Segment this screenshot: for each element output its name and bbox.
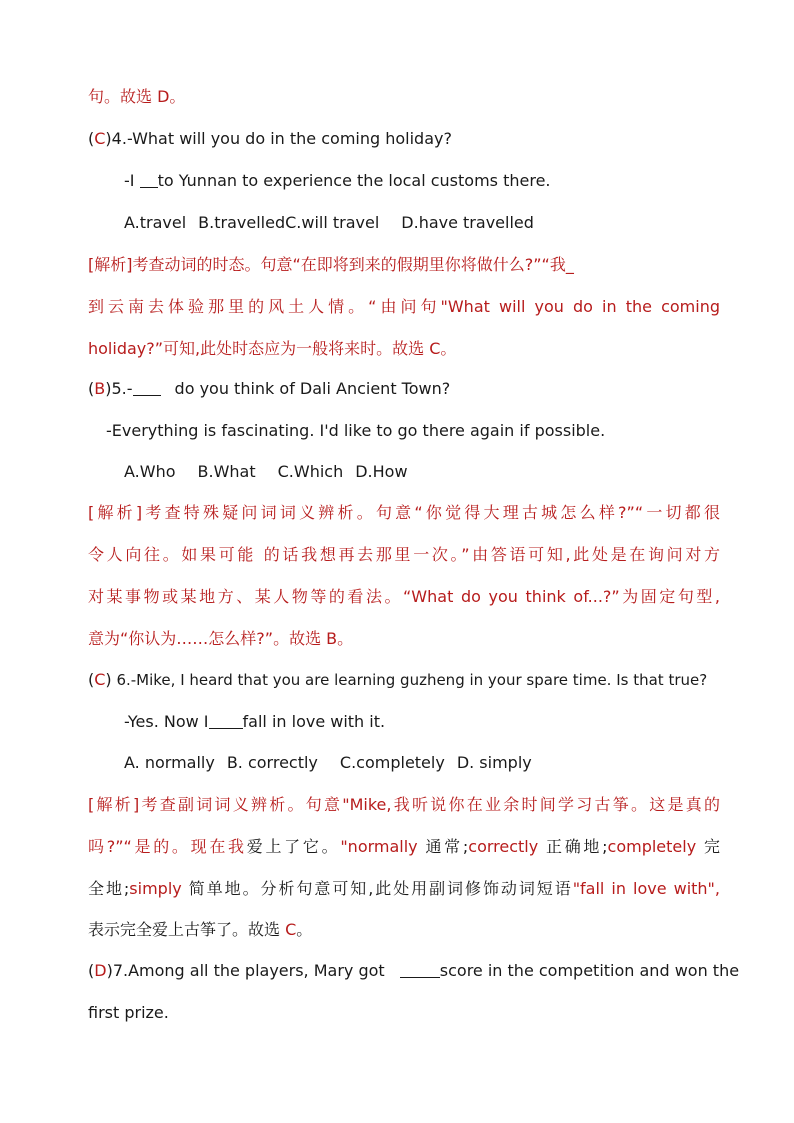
question-4-options <box>124 212 756 234</box>
reply-text: -Everything is fascinating. I'd like to go there again if possible. <box>106 421 606 440</box>
paren-open: ( <box>88 670 95 689</box>
explanation-text: "What will you do in the coming <box>440 297 721 316</box>
explanation-text: 正确地; <box>538 837 608 856</box>
explanation-text: 可知, <box>163 339 201 358</box>
answer-letter: B <box>326 629 338 648</box>
explanation-q5-line2 <box>88 544 720 566</box>
question-stem: 7.Among all the players, Mary got <box>112 961 390 980</box>
explanation-text: 完 <box>696 837 720 856</box>
explanation-text: [解析]考查动词的时态。句意“在即将到来的假期里你将做什么?”“我_ <box>88 255 574 274</box>
option-d: D.How <box>355 462 408 481</box>
question-stem: first prize. <box>88 1003 169 1022</box>
question-5 <box>88 378 720 400</box>
explanation-text: [解析]考查副词词义辨析。句意 <box>88 795 343 814</box>
option-b: B.What <box>197 462 256 481</box>
answer-blank <box>209 712 243 729</box>
question-7 <box>88 960 740 982</box>
explanation-q5-line3 <box>88 586 720 608</box>
explanation-text: [解析]考查特殊疑问词词义辨析。句意“你觉得大理古城怎么样?”“一切都很 <box>88 503 720 522</box>
paren-open: ( <box>88 961 95 980</box>
explanation-q4-line2 <box>88 296 720 318</box>
explanation-text: 表示完全爱上古筝了。故选 <box>88 920 286 939</box>
question-4-reply <box>124 170 756 192</box>
explanation-text: 对某事物或某地方、某人物等的看法。 <box>88 587 404 606</box>
explanation-q6-line4 <box>88 919 720 941</box>
reply-text: fall in love with it. <box>242 712 386 731</box>
option-d: D.have travelled <box>401 213 534 232</box>
explanation-text: 。 <box>169 87 186 106</box>
answer-letter: D <box>157 87 170 106</box>
explanation-q6-line1 <box>88 794 720 816</box>
explanation-text: 为固定句型, <box>619 587 720 606</box>
option-b: B.travelled <box>198 213 286 232</box>
explanation-text: “由问句 <box>368 297 441 316</box>
answer-blank <box>400 961 440 978</box>
explanation-text: correctly <box>468 837 539 856</box>
question-5-options <box>124 461 756 483</box>
explanation-text: holiday?” <box>88 339 164 358</box>
explanation-text: 我听说你在业余时间学习古筝。这是真的 <box>391 795 720 814</box>
explanation-text: 。 <box>337 629 354 648</box>
explanation-text: 此处时态应为一般将来时。故选 <box>200 339 430 358</box>
explanation-text: 爱上了它。 <box>246 837 341 856</box>
explanation-text: 全地; <box>88 879 130 898</box>
explanation-q6-line3 <box>88 878 720 900</box>
explanation-q4-line3 <box>88 338 720 360</box>
reply-text: to Yunnan to experience the local customs there. <box>157 171 551 190</box>
explanation-q6-line2 <box>88 836 720 858</box>
question-5-reply <box>106 420 738 442</box>
answer-letter: C <box>94 129 106 148</box>
explanation-q5-line1 <box>88 502 720 524</box>
question-stem: 5.- <box>111 379 133 398</box>
answer-letter: C <box>429 339 441 358</box>
paren-open: ( <box>88 379 95 398</box>
question-6 <box>88 669 720 691</box>
option-d: D. simply <box>456 753 532 772</box>
explanation-text: 。 <box>440 339 457 358</box>
option-b: B. correctly <box>226 753 318 772</box>
explanation-text: 令人向往。如果可能 的话我想再去那里一次。”由答语可知,此处是在询问对方 <box>88 545 720 564</box>
explanation-text: "normally <box>340 837 418 856</box>
explanation-q5-line4 <box>88 628 720 650</box>
reply-text: -Yes. Now I <box>124 712 209 731</box>
question-stem: 4.-What will you do in the coming holiday? <box>111 129 452 148</box>
question-4 <box>88 128 720 150</box>
answer-letter: C <box>285 920 297 939</box>
explanation-text: “What do you think of...?” <box>403 587 620 606</box>
answer-letter: B <box>94 379 106 398</box>
question-6-reply <box>124 711 756 733</box>
question-stem: score in the competition and won the <box>439 961 740 980</box>
answer-line-q3-end <box>88 86 720 108</box>
explanation-text: 到云南去体验那里的风土人情。 <box>88 297 369 316</box>
question-7-continued <box>88 1002 720 1024</box>
question-6-options <box>124 752 756 774</box>
paren-close: ) <box>105 129 112 148</box>
option-a: A.travel <box>124 213 187 232</box>
explanation-text: "Mike, <box>342 795 392 814</box>
option-a: A.Who <box>124 462 176 481</box>
option-c: C.completely <box>339 753 445 772</box>
option-c: C.will travel <box>285 213 380 232</box>
explanation-text: 简单地。分析句意可知,此处用副词修饰动词短语 <box>181 879 573 898</box>
paren-close: ) <box>105 379 112 398</box>
explanation-text: simply <box>129 879 182 898</box>
explanation-text: 。 <box>296 920 313 939</box>
explanation-text: 通常; <box>417 837 469 856</box>
explanation-text: 句。故选 <box>88 87 158 106</box>
question-stem: 6.-Mike, I heard that you are learning guzheng in your spare time. Is that true? <box>111 671 708 689</box>
question-stem: do you think of Dali Ancient Town? <box>174 379 451 398</box>
explanation-q4-line1 <box>88 254 720 276</box>
option-c: C.Which <box>277 462 344 481</box>
paren-close: ) <box>106 961 113 980</box>
explanation-text: "fall in love with", <box>572 879 720 898</box>
explanation-text: 吗?”“是的。现在我 <box>88 837 247 856</box>
paren-close: ) <box>105 670 112 689</box>
answer-letter: D <box>94 961 107 980</box>
answer-blank <box>140 171 158 188</box>
paren-open: ( <box>88 129 95 148</box>
answer-letter: C <box>94 670 106 689</box>
explanation-text: completely <box>607 837 697 856</box>
answer-blank <box>133 379 161 396</box>
reply-text: -I <box>124 171 140 190</box>
option-a: A. normally <box>124 753 215 772</box>
explanation-text: 意为“你认为……怎么样?”。故选 <box>88 629 327 648</box>
